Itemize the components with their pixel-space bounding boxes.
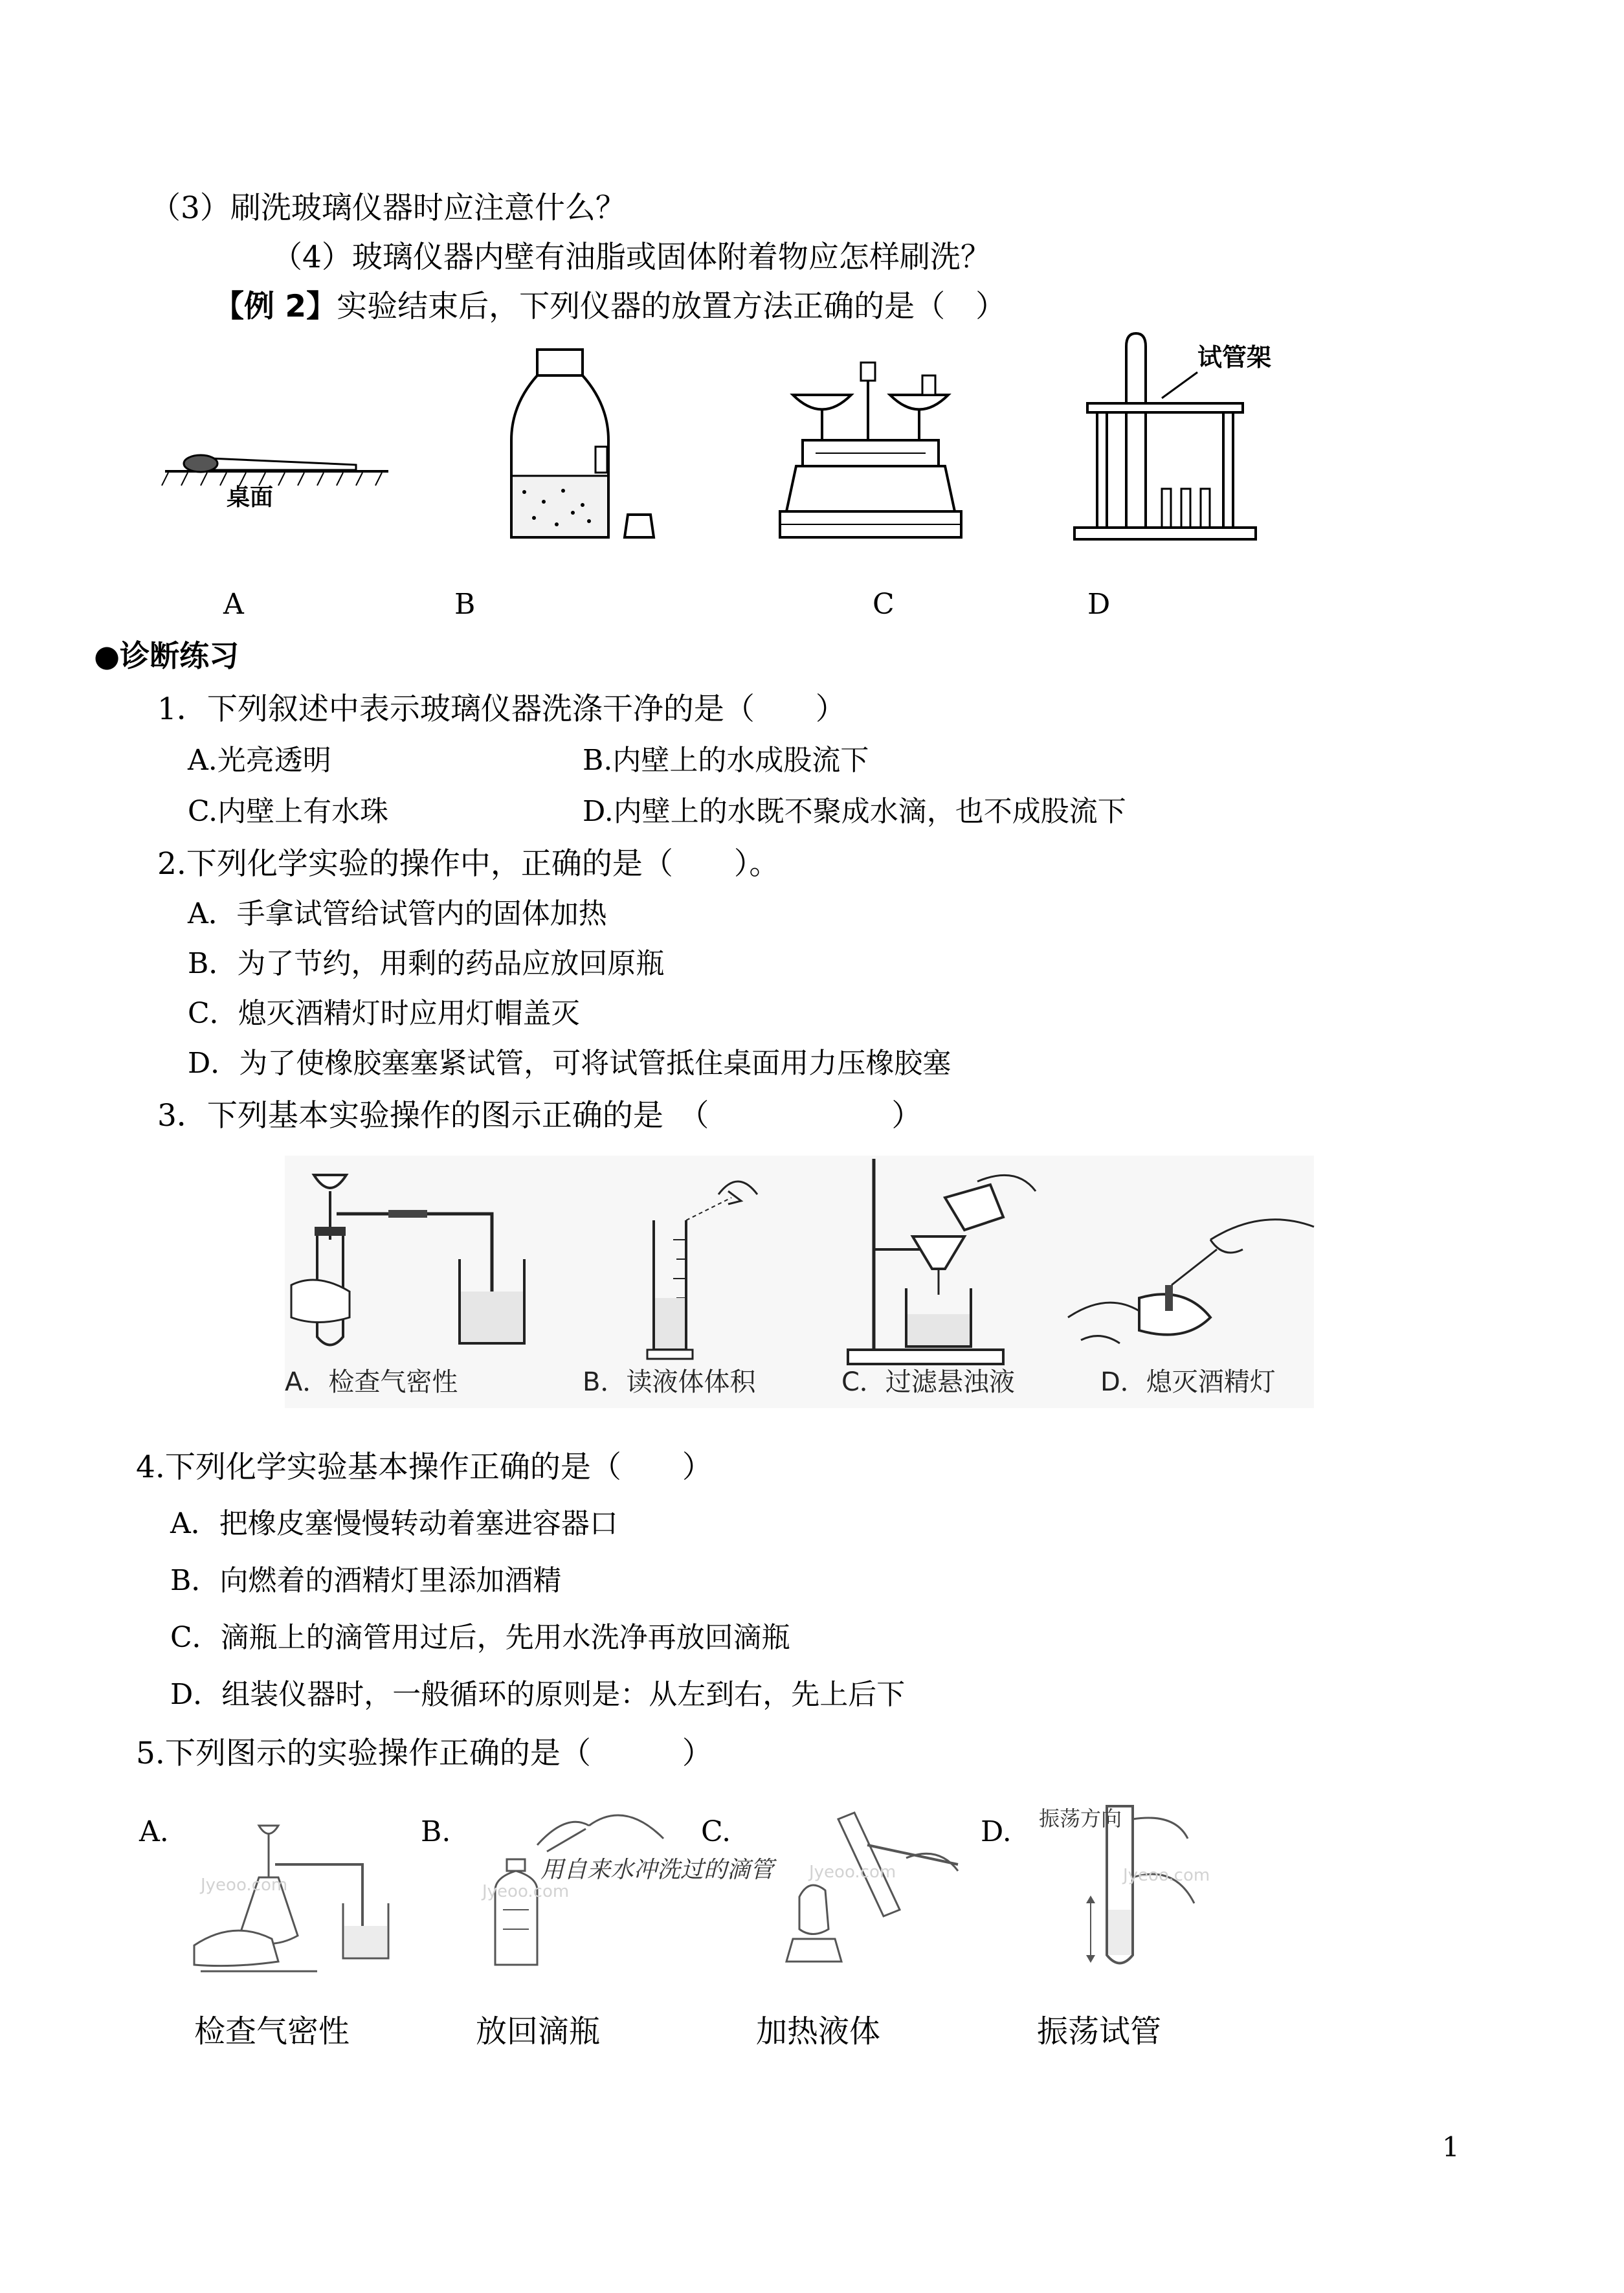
q3-figure-a (291, 1162, 524, 1356)
example2-figure-b (498, 343, 667, 550)
q3-caption-d: D．熄灭酒精灯 (1100, 1367, 1276, 1397)
example-2-text: 实验结束后，下列仪器的放置方法正确的是（ ） (337, 289, 1007, 324)
q2-stem: 2.下列化学实验的操作中，正确的是（ ）。 (157, 846, 780, 882)
q3-stem: 3．下列基本实验操作的图示正确的是 （ ） (157, 1098, 922, 1134)
q4-option-b: B．向燃着的酒精灯里添加酒精 (170, 1564, 562, 1597)
q3-figure-b (647, 1169, 790, 1363)
choice-c: C (873, 588, 895, 621)
q3-figure-panel (285, 1156, 1314, 1408)
q3-figure-d (1068, 1188, 1314, 1369)
q5-note-d (1039, 1806, 1122, 1831)
rack-label: 试管架 (1197, 343, 1272, 372)
q5-caption-c: 加热液体 (756, 2013, 881, 2050)
q5-watermark-a: Jyeoo.com (201, 1875, 288, 1895)
q5-letter-d: D. (981, 1815, 1012, 1848)
q5-figure-b (476, 1800, 774, 1981)
q5-watermark-d: Jyeoo.com (1123, 1866, 1210, 1885)
q3-caption-a: A．检查气密性 (285, 1367, 458, 1397)
q3-caption-b: B．读液体体积 (583, 1367, 756, 1397)
q3-caption-c: C．过滤悬浊液 (841, 1367, 1015, 1397)
q5-figure-d (1026, 1800, 1220, 1974)
choice-b: B (454, 588, 476, 621)
q4-stem: 4.下列化学实验基本操作正确的是（ ） (136, 1449, 713, 1485)
q1-option-b: B.内壁上的水成股流下 (583, 744, 869, 777)
q5-figure-c (751, 1800, 971, 1974)
choice-d: D (1087, 588, 1111, 621)
example2-figure-d (1068, 333, 1288, 547)
example2-figure-a (162, 427, 395, 563)
question-3-top: （3）刷洗玻璃仪器时应注意什么？ (150, 190, 626, 226)
example2-figure-c (777, 363, 977, 550)
question-4-top: （4）玻璃仪器内壁有油脂或固体附着物应怎样刷洗？ (272, 240, 991, 275)
q5-letter-a: A. (139, 1815, 169, 1848)
desk-label: 桌面 (227, 484, 274, 511)
q4-option-d: D．组装仪器时，一般循环的原则是：从左到右，先上后下 (170, 1678, 906, 1711)
q5-letter-b: B. (421, 1815, 451, 1848)
q5-caption-d: 振荡试管 (1037, 2013, 1162, 2050)
q5-letter-c: C. (701, 1815, 731, 1848)
q5-note-d-text: 振荡方向 (1039, 1806, 1122, 1831)
q1-option-a: A.光亮透明 (188, 744, 331, 777)
q1-option-c: C.内壁上有水珠 (188, 795, 389, 828)
q1-stem: 1．下列叙述中表示玻璃仪器洗涤干净的是（ ） (157, 691, 846, 727)
q5-note-b-text: 用自来水冲洗过的滴管 (540, 1857, 774, 1883)
choice-a: A (223, 588, 244, 621)
example-2 (214, 291, 1006, 322)
q1-option-d: D.内壁上的水既不聚成水滴，也不成股流下 (583, 795, 1126, 828)
q5-watermark-b: Jyeoo.com (482, 1882, 570, 1901)
q2-option-b: B．为了节约，用剩的药品应放回原瓶 (188, 947, 665, 980)
example-2-tag: 【例 2】 (214, 289, 337, 324)
page-number: 1 (1442, 2131, 1460, 2163)
q5-watermark-c: Jyeoo.com (809, 1862, 896, 1882)
q5-figure-a (194, 1806, 408, 1981)
section-title: ●诊断练习 (94, 638, 239, 673)
q4-option-a: A．把橡皮塞慢慢转动着塞进容器口 (170, 1507, 618, 1540)
q4-option-c: C．滴瓶上的滴管用过后，先用水洗净再放回滴瓶 (170, 1621, 790, 1654)
q2-option-a: A．手拿试管给试管内的固体加热 (188, 897, 607, 930)
q5-caption-b: 放回滴瓶 (476, 2013, 601, 2050)
q5-stem: 5.下列图示的实验操作正确的是（ ） (136, 1736, 713, 1771)
q5-note-b (540, 1857, 777, 1883)
q5-caption-a: 检查气密性 (194, 2013, 350, 2050)
q2-option-d: D．为了使橡胶塞塞紧试管，可将试管抵住桌面用力压橡胶塞 (188, 1047, 951, 1080)
q3-figure-c (848, 1159, 1062, 1372)
q2-option-c: C．熄灭酒精灯时应用灯帽盖灭 (188, 997, 580, 1030)
